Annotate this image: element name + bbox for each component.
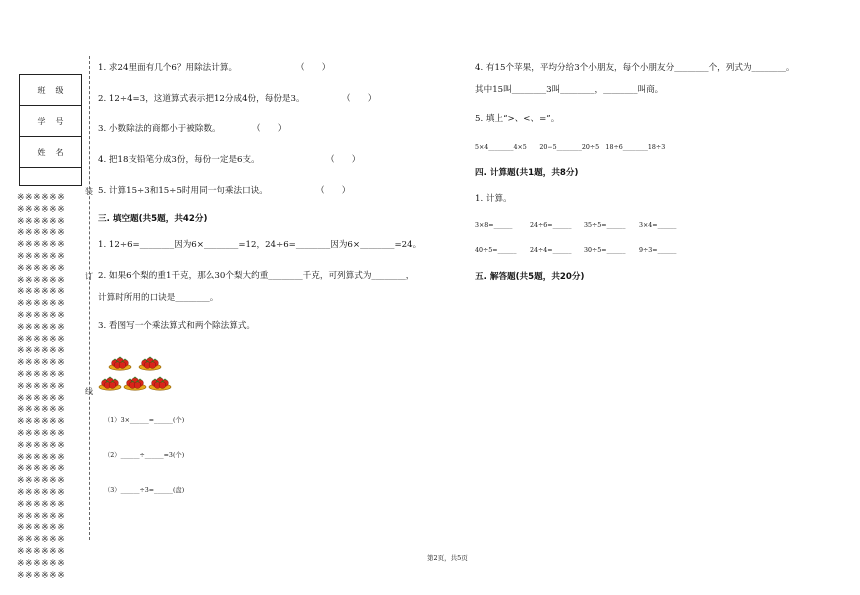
compare-row: 5×4________4×5 20−5________20÷5 18÷6________18÷3 [475, 144, 666, 151]
fill-section-title: 三. 填空题(共5题，共42分) [98, 214, 208, 224]
calc-item: 3×8=______ [475, 222, 513, 229]
calc-item: 30÷5=______ [584, 247, 626, 254]
calc-item: 3×4=______ [639, 222, 677, 229]
judge-bracket-5[interactable]: （ ） [316, 186, 351, 196]
fill-question-4: 4. 有15个苹果，平均分给3个小朋友，每个小朋友分________个，列式为________。 [475, 63, 795, 73]
calc-item: 9÷3=______ [639, 247, 677, 254]
blank-field [20, 168, 81, 185]
binding-dashed-line [89, 56, 90, 540]
student-number-field: 学号 [20, 106, 81, 137]
judge-item-3: 3. 小数除法的商都小于被除数。 [98, 124, 221, 134]
sub-item-1: （1）3×______=______(个) [104, 417, 185, 424]
answer-section-title: 五. 解答题(共5题，共20分) [475, 272, 585, 282]
margin-star-pattern: ※※※※※※ ※※※※※※ ※※※※※※ ※※※※※※ ※※※※※※ ※※※※※※ ※※※※※※ ※※※※※※ ※※※※※※ ※※※※※※ ※※※※※※ ※※※※※※ ※※※※※※ ※※※※※※ ※※※※※※ ※※※※※※ ※※※※※※ ※※※※※※ ※※※※※※ ※※※※※※ ※※※※※※ ※※※※※※ ※※※※※※ ※※※※※※ ※※※※※※ ※※※※※※ ※※※※※※ ※※※※※※ ※※※※※※ ※※※※※※ ※※※※※※ ※※※※※※ ※※※※※※ [17, 193, 66, 581]
fill-question-2: 2. 如果6个梨的重1千克，那么30个梨大约重________千克，可列算式为________， [98, 271, 415, 281]
class-field: 班级 [20, 75, 81, 106]
sub-item-3: （3）______÷3=______(盘) [104, 487, 185, 494]
judge-item-5: 5. 计算15÷3和15÷5时用同一句乘法口诀。 [98, 186, 268, 196]
tomato-plate [99, 377, 121, 390]
binding-char-zhuang: 装 [85, 187, 93, 196]
judge-bracket-3[interactable]: （ ） [252, 124, 287, 134]
fill-question-4-cont: 其中15叫________3叫________，________叫商。 [475, 85, 664, 95]
tomato-plate [109, 357, 131, 370]
calc-item: 24÷6=______ [530, 222, 572, 229]
binding-char-xian: 线 [85, 387, 93, 396]
fill-question-3: 3. 看图写一个乘法算式和两个除法算式。 [98, 321, 256, 331]
judge-item-1 [98, 61, 237, 73]
student-info-box [19, 74, 82, 186]
calc-item: 24÷4=______ [530, 247, 572, 254]
judge-item-4: 4. 把18支铅笔分成3份，每份一定是6支。 [98, 155, 260, 165]
binding-char-ding: 订 [85, 272, 93, 281]
calc-item: 35÷5=______ [584, 222, 626, 229]
tomato-plate [124, 377, 146, 390]
calc-section-title: 四. 计算题(共1题，共8分) [475, 168, 579, 178]
sub-item-2: （2）______÷______=3(个) [104, 452, 185, 459]
fill-question-1: 1. 12÷6=________因为6×________=12，24÷6=________因为6×________=24。 [98, 240, 422, 250]
judge-item-2: 2. 12÷4=3，这道算式表示把12分成4份，每份是3。 [98, 94, 305, 104]
judge-bracket-1[interactable]: （ ） [296, 63, 331, 73]
judge-item-text: 1. 求24里面有几个6？用除法计算。 [98, 63, 238, 73]
judge-bracket-4[interactable]: （ ） [326, 155, 361, 165]
tomato-plate [139, 357, 161, 370]
fill-question-5: 5. 填上“>、<、=”。 [475, 114, 560, 124]
calc-question-1: 1. 计算。 [475, 194, 512, 204]
page-number: 第2页，共5页 [427, 554, 468, 562]
tomato-plate [149, 377, 171, 390]
judge-bracket-2[interactable]: （ ） [342, 94, 377, 104]
fill-question-2-cont: 计算时所用的口诀是________。 [98, 293, 219, 303]
calc-item: 40÷5=______ [475, 247, 517, 254]
name-field: 姓名 [20, 137, 81, 168]
tomato-plates-picture [98, 352, 176, 394]
